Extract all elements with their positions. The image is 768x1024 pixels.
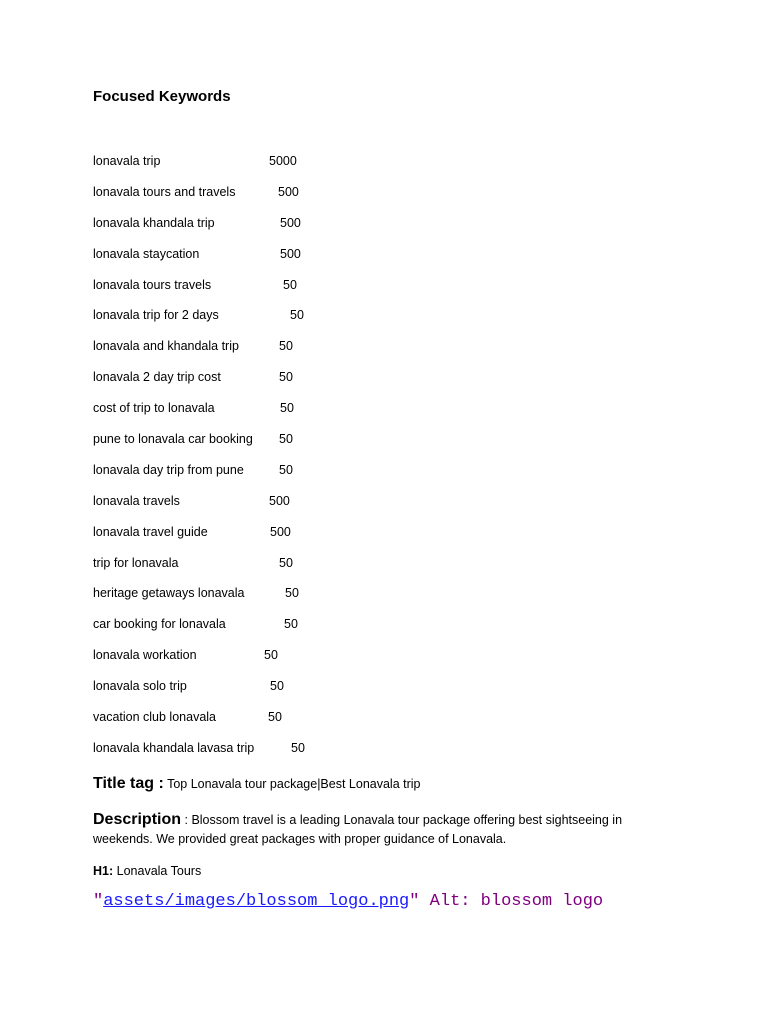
h1-label: H1: bbox=[93, 864, 114, 878]
keyword-volume: 50 bbox=[279, 370, 293, 385]
keyword-term: car booking for lonavala bbox=[93, 617, 226, 632]
keyword-row bbox=[93, 679, 393, 710]
focused-keywords-heading: Focused Keywords bbox=[93, 88, 231, 105]
keyword-volume: 50 bbox=[268, 710, 282, 725]
keyword-volume: 50 bbox=[291, 740, 305, 755]
keyword-term: lonavala 2 day trip cost bbox=[93, 370, 221, 385]
keyword-row bbox=[93, 339, 393, 370]
keyword-row bbox=[93, 463, 393, 494]
keyword-term: pune to lonavala car booking bbox=[93, 432, 253, 447]
keyword-volume: 50 bbox=[264, 648, 278, 663]
keyword-row bbox=[93, 185, 393, 216]
keyword-volume: 50 bbox=[270, 679, 284, 694]
keyword-term: lonavala day trip from pune bbox=[93, 462, 244, 477]
keyword-row bbox=[93, 278, 393, 309]
keyword-volume: 50 bbox=[279, 462, 293, 477]
image-asset-line bbox=[93, 892, 603, 911]
keyword-term: lonavala staycation bbox=[93, 246, 200, 261]
title-tag-value: Top Lonavala tour package|Best Lonavala trip bbox=[167, 777, 421, 791]
keyword-row bbox=[93, 525, 393, 556]
keyword-row bbox=[93, 154, 393, 185]
keyword-term: lonavala khandala trip bbox=[93, 215, 215, 230]
keyword-volume: 500 bbox=[280, 246, 301, 261]
keyword-row bbox=[93, 710, 393, 741]
keyword-volume: 500 bbox=[270, 524, 291, 539]
title-tag-line bbox=[93, 775, 421, 793]
keyword-term: heritage getaways lonavala bbox=[93, 586, 245, 601]
keyword-term: trip for lonavala bbox=[93, 555, 179, 570]
keyword-volume: 50 bbox=[279, 339, 293, 354]
keyword-list bbox=[93, 154, 393, 772]
keyword-row bbox=[93, 617, 393, 648]
description-value: : Blossom travel is a leading Lonavala tour package offering best sightseeing in weekends. We provided great packages with proper guidance of Lonavala. bbox=[93, 813, 623, 846]
keyword-volume: 50 bbox=[290, 308, 304, 323]
h1-line bbox=[93, 864, 201, 878]
keyword-row bbox=[93, 247, 393, 278]
keyword-term: lonavala and khandala trip bbox=[93, 339, 239, 354]
keyword-row bbox=[93, 370, 393, 401]
keyword-term: lonavala solo trip bbox=[93, 679, 187, 694]
keyword-row bbox=[93, 432, 393, 463]
asset-alt-text: Alt: blossom logo bbox=[429, 892, 604, 911]
keyword-row bbox=[93, 308, 393, 339]
keyword-row bbox=[93, 556, 393, 587]
description-block bbox=[93, 810, 653, 849]
keyword-volume: 50 bbox=[284, 617, 298, 632]
keyword-term: lonavala trip bbox=[93, 154, 161, 168]
keyword-row bbox=[93, 401, 393, 432]
asset-path-link[interactable]: assets/images/blossom_logo.png bbox=[103, 892, 410, 911]
keyword-row bbox=[93, 741, 393, 772]
keyword-row bbox=[93, 216, 393, 247]
keyword-volume: 50 bbox=[280, 401, 294, 416]
keyword-volume: 500 bbox=[280, 215, 301, 230]
keyword-term: vacation club lonavala bbox=[93, 710, 216, 725]
keyword-term: lonavala workation bbox=[93, 648, 197, 663]
keyword-term: lonavala tours and travels bbox=[93, 184, 236, 199]
keyword-volume: 500 bbox=[269, 493, 290, 508]
h1-value: Lonavala Tours bbox=[116, 864, 202, 878]
keyword-volume: 50 bbox=[279, 555, 293, 570]
description-label: Description bbox=[93, 811, 182, 828]
keyword-volume: 500 bbox=[278, 184, 299, 199]
keyword-term: lonavala travel guide bbox=[93, 524, 208, 539]
keyword-volume: 5000 bbox=[269, 154, 297, 168]
asset-open-quote: " bbox=[93, 892, 104, 911]
keyword-row bbox=[93, 648, 393, 679]
keyword-term: lonavala tours travels bbox=[93, 277, 212, 292]
keyword-term: lonavala trip for 2 days bbox=[93, 308, 219, 323]
title-tag-label: Title tag : bbox=[93, 775, 164, 792]
keyword-volume: 50 bbox=[279, 432, 293, 447]
keyword-volume: 50 bbox=[285, 586, 299, 601]
keyword-volume: 50 bbox=[283, 277, 297, 292]
keyword-term: lonavala travels bbox=[93, 493, 180, 508]
keyword-row bbox=[93, 586, 393, 617]
keyword-row bbox=[93, 494, 393, 525]
keyword-term: lonavala khandala lavasa trip bbox=[93, 740, 255, 755]
keyword-term: cost of trip to lonavala bbox=[93, 401, 215, 416]
asset-close-quote: " bbox=[409, 892, 420, 911]
